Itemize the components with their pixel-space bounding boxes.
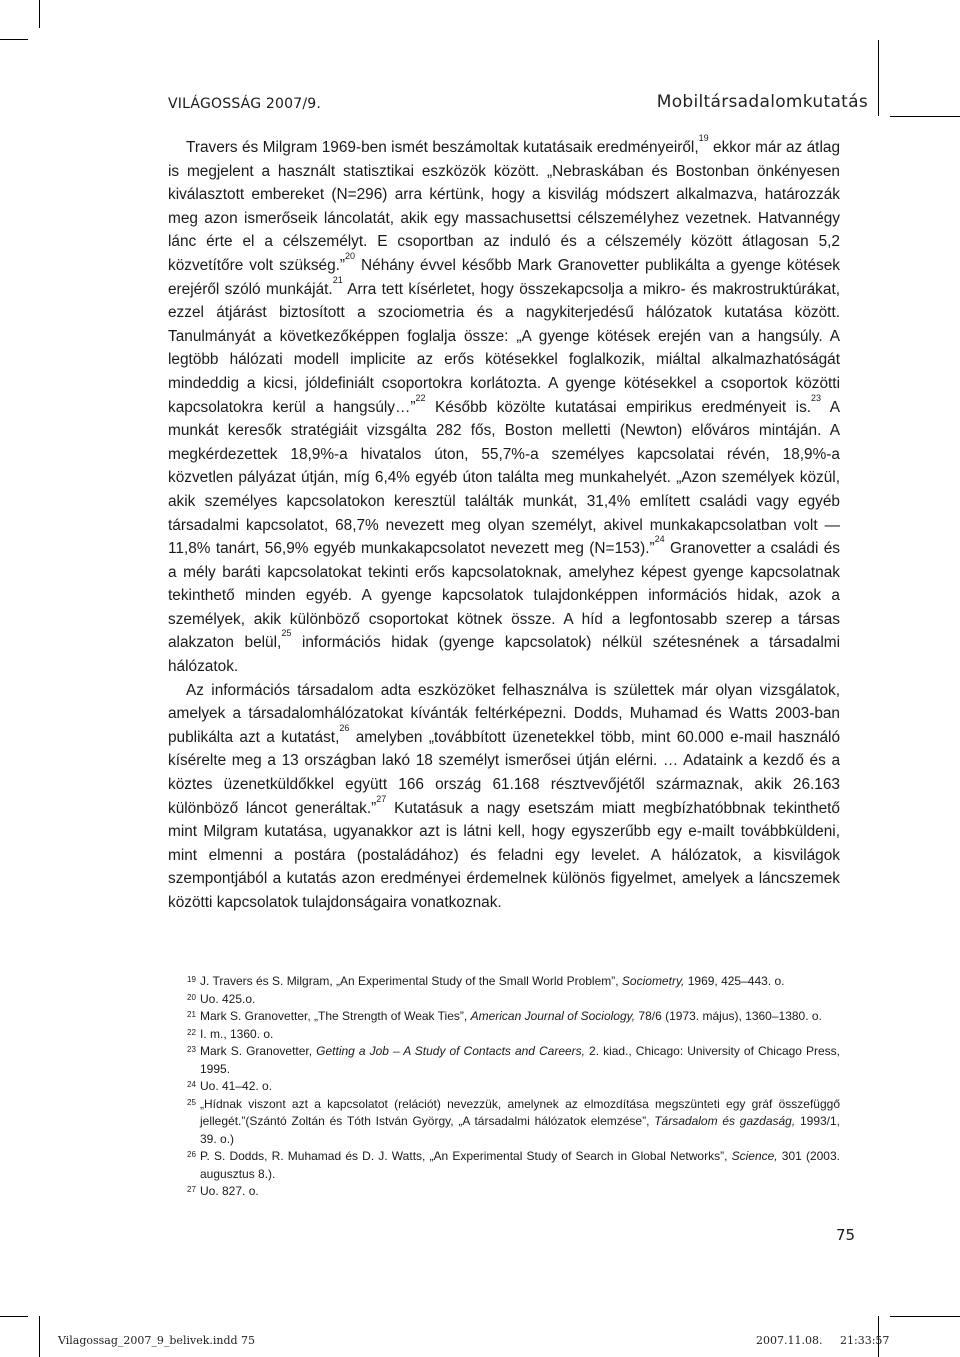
footnote-ref: 21 <box>332 274 343 285</box>
text-run: J. Travers és S. Milgram, „An Experimental Study of the Small World Problem”, <box>200 974 622 988</box>
footnote <box>187 1096 840 1149</box>
italic-text: Sociometry, <box>621 974 685 988</box>
footnote-ref: 27 <box>376 793 387 804</box>
footnote-ref: 24 <box>654 534 665 545</box>
text-run: 78/6 (1973. május), 1360–1380. o. <box>635 1009 822 1023</box>
journal-issue: VILÁGOSSÁG 2007/9. <box>168 96 321 112</box>
text-run: Néhány évvel később Mark Granovetter publikálta a gyenge kötések erejéről szóló munkáját. <box>168 256 840 298</box>
text-run: „Hídnak viszont azt a kapcsolatot (relációt) nevezzük, amelynek az elmozdítása megszünteti egy gráf összefüggő jellegét.”(Szántó Zoltán és Tóth István György, „A társadalmi hálózatok elemzése”, <box>200 1096 840 1128</box>
footnote <box>187 1078 840 1096</box>
text-run: Kutatásuk a nagy esetszám miatt megbízhatóbbnak tekinthető mint Milgram kutatása, ugyanakkor azt is látni kell, hogy egyszerűbb egy e-mailt továbbküldeni, mint elmenni a postára (postaládához) és feladni egy levelet. A hálózatok, a kisvilágok szempontjából a kutatás azon eredményei érdemelnek különös figyelmet, amelyek a láncszemek közötti kapcsolatok tulajdonságaira vonatkoznak. <box>168 799 840 911</box>
paragraph <box>168 679 840 915</box>
text-run: Arra tett kísérletet, hogy összekapcsolja a mikro- és makrostruktúrákat, ezzel átjárást biztosított a szociometria és a nagykiterjedésű hálózatok kutatása között. Tanulmányát a következőképpen foglalja össze: „A gyenge kötések erején van a hangsúly. A legtöbb hálózati modell implicite az erős kötésekkel foglalkozik, miáltal alkalmazhatóságát mindeddig a kicsi, jóldefiniált csoportokra korlátozta. A gyenge kötésekkel a csoportok közötti kapcsolatokra kerül a hangsúly…” <box>168 280 840 416</box>
text-run: Mark S. Granovetter, <box>200 1044 317 1058</box>
footnote <box>187 1008 840 1026</box>
page-number: 75 <box>836 1226 856 1244</box>
crop-mark <box>890 1316 960 1317</box>
footnote-number: 24 <box>187 1080 196 1089</box>
slug-filename: Vilagossag_2007_9_belivek.indd 75 <box>58 1334 256 1347</box>
crop-mark <box>39 1316 40 1357</box>
paragraph <box>168 133 841 679</box>
italic-text: Science, <box>731 1149 778 1163</box>
footnotes <box>187 973 840 1201</box>
crop-mark <box>0 1316 28 1317</box>
text-run: Uo. 41–42. o. <box>200 1079 273 1093</box>
footnote-ref: 20 <box>345 250 356 261</box>
footnote-ref: 19 <box>698 133 709 143</box>
italic-text: American Journal of Sociology, <box>470 1009 636 1023</box>
footnote-number: 19 <box>187 975 196 984</box>
footnote-number: 26 <box>187 1150 196 1159</box>
section-title: Mobiltársadalomkutatás <box>656 92 868 112</box>
text-run: 301 (2003. augusztus 8.). <box>200 1149 840 1181</box>
footnote <box>187 1043 840 1078</box>
footnote-number: 20 <box>187 992 196 1002</box>
text-run: Uo. 425.o. <box>200 991 256 1006</box>
footnote-number: 23 <box>187 1045 196 1054</box>
text-run: 2. kiad., Chicago: University of Chicago Press, 1995. <box>200 1044 841 1076</box>
text-run: 1993/1, 39. o.) <box>200 1114 841 1146</box>
text-run: Később közölte kutatásai empirikus eredményeit is. <box>425 398 812 416</box>
crop-mark <box>0 39 28 40</box>
text-run: P. S. Dodds, R. Muhamad és D. J. Watts, „An Experimental Study of Search in Global Networks”, <box>200 1149 732 1163</box>
footnote <box>187 973 840 991</box>
footnote-number: 22 <box>187 1027 196 1037</box>
text-run: 1969, 425–443. o. <box>684 974 785 988</box>
text-run: Travers és Milgram 1969-ben ismét beszámoltak kutatásaik eredményeiről, <box>186 139 699 156</box>
text-run: információs hidak (gyenge kapcsolatok) nélkül szétesnének a társadalmi hálózatok. <box>168 634 841 676</box>
footnote-ref: 25 <box>281 628 292 639</box>
italic-text: Társadalom és gazdaság, <box>654 1114 796 1128</box>
running-header <box>168 92 868 116</box>
body-text <box>168 133 841 915</box>
text-run: Az információs társadalom adta eszközöket felhasználva is születtek már olyan vizsgálatok, amelyek a társadalomhálózatokat kívánták feltérképezni. Dodds, Muhamad és Watts 2003-ban publikálta azt a kutatást, <box>168 681 840 746</box>
text-run: A munkát keresők stratégiáit vizsgálta 282 fős, Boston melletti (Newton) előváros mintáján. A megkérdezettek 18,9%-a hivatalos úton, 55,7%-a személyes kapcsolatai révén, 18,9%-a közvetlen pályázat útján, míg 6,4% egyéb úton találta meg munkahelyét. „Azon személyek közül, akik személyes kapcsolatokon keresztül találták munkát, 31,4% említett családi vagy egyéb társadalmi kapcsolatot, 68,7% nevezett meg olyan személyt, akivel munkakapcsolatban volt — 11,8% tanárt, 56,9% egyéb munkakapcsolatot nevezett meg (N=153).” <box>168 398 840 558</box>
footnote-ref: 23 <box>811 392 822 403</box>
text-run: Granovetter a családi és a mély baráti kapcsolatokat tekinti erős kapcsolatoknak, amelyhez képest gyenge kapcsolatnak tekinthető minden egyéb. A gyenge kapcsolatok tulajdonképpen információs hidak, azok a személyek, akik különböző csoportokat kötnek össze. A híd a legfontosabb szerep a társas alakzaton belül, <box>168 540 840 652</box>
footnote-number: 25 <box>187 1097 196 1107</box>
italic-text: Getting a Job – A Study of Contacts and Careers, <box>316 1044 586 1058</box>
footnote <box>187 991 840 1009</box>
slug-time: 21:33:57 <box>840 1334 890 1347</box>
text-run: Uo. 827. o. <box>200 1184 259 1198</box>
footnote-number: 21 <box>187 1010 196 1019</box>
text-run: ekkor már az átlag is megjelent a használt statisztikai eszközök között. „Nebraskában és Bostonban önkényesen kiválasztott embereket (N=296) arra kértünk, hogy a kisvilág módszert alkalmazva, határozzák meg azon ismerőseik láncolatát, akik egy massachusettsi célszeméIyhez vezetnek. Hatvannégy lánc érte el a célszemélyt. E csoportban az induló és a célszemély között átlagosan 5,2 közvetítőre volt szükség.” <box>168 139 841 274</box>
footnote-ref: 26 <box>339 722 350 733</box>
slug-date: 2007.11.08. <box>756 1334 823 1347</box>
footnote <box>187 1148 840 1183</box>
crop-mark <box>39 0 40 28</box>
crop-mark <box>890 116 960 117</box>
text-run: I. m., 1360. o. <box>200 1026 274 1041</box>
footnote-ref: 22 <box>415 392 426 403</box>
text-run: amelyben „továbbított üzenetekkel több, mint 60.000 e-mail használó kísérelte meg a 13 országban lakó 18 személyt ismerősei útján elérni. … Adataink a kezdő és a köztes üzenetküldőkkel együtt 166 ország 61.168 résztvevőjétől származnak, akik 26.163 különböző láncot generáltak.” <box>168 728 841 817</box>
footnote <box>187 1183 840 1201</box>
text-run: Mark S. Granovetter, „The Strength of Weak Ties”, <box>200 1009 471 1023</box>
crop-mark <box>878 40 879 116</box>
footnote-number: 27 <box>187 1185 196 1194</box>
footnote <box>187 1026 840 1044</box>
